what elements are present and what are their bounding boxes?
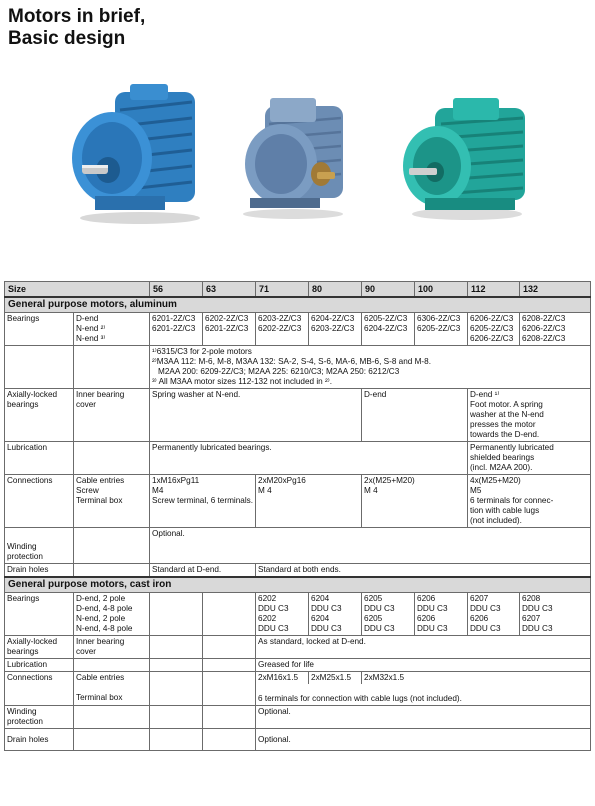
ci-bearings-ends: D-end, 2 pole D-end, 4-8 pole N-end, 2 pole N-end, 4-8 pole	[74, 593, 150, 636]
section-cast-iron-title: General purpose motors, cast iron	[5, 577, 591, 593]
al-bearing-112: 6206-2Z/C3 6205-2Z/C3 6206-2Z/C3	[468, 313, 520, 346]
size-56: 56	[150, 282, 203, 298]
al-bearing-100: 6306-2Z/C3 6205-2Z/C3	[415, 313, 468, 346]
ci-winding-label: Winding protection	[5, 706, 74, 729]
al-bearings-label: Bearings	[5, 313, 74, 346]
ci-bearing-80: 6204 DDU C3 6204 DDU C3	[309, 593, 362, 636]
ci-bearing-112: 6207 DDU C3 6206 DDU C3	[468, 593, 520, 636]
al-drain-label: Drain holes	[5, 564, 74, 578]
section-aluminum	[5, 297, 591, 313]
al-drain-row	[5, 564, 591, 578]
ci-bearing-100: 6206 DDU C3 6206 DDU C3	[415, 593, 468, 636]
al-bearing-80: 6204-2Z/C3 6203-2Z/C3	[309, 313, 362, 346]
al-connections-112-132: 4x(M25+M20) M5 6 terminals for connec- tion with cable lugs (not included).	[468, 475, 591, 528]
ci-drain-label: Drain holes	[5, 729, 74, 751]
al-connections-sub: Cable entries Screw Terminal box	[74, 475, 150, 528]
ci-bearing-132: 6208 DDU C3 6207 DDU C3	[520, 593, 591, 636]
size-header-label: Size	[5, 282, 150, 298]
title-line-1: Motors in brief,	[8, 6, 146, 27]
al-bearings-ends: D-end N-end ²⁾ N-end ³⁾	[74, 313, 150, 346]
al-lubrication-b: Permanently lubricated shielded bearings (incl. M2AA 200).	[468, 442, 591, 475]
al-axially-label: Axially-locked bearings	[5, 389, 74, 442]
al-axially-spring: Spring washer at N-end.	[150, 389, 362, 442]
ci-lubrication-row	[5, 659, 591, 672]
grey-blue-compact-motor-image	[225, 98, 355, 223]
al-connections-90-100: 2x(M25+M20) M 4	[362, 475, 468, 528]
title-line-2: Basic design	[8, 28, 126, 49]
al-bearing-56: 6201-2Z/C3 6201-2Z/C3	[150, 313, 203, 346]
motor-photos	[0, 80, 595, 240]
size-80: 80	[309, 282, 362, 298]
al-winding-row	[5, 528, 591, 564]
ci-connections-sub: Cable entries Terminal box	[74, 672, 150, 706]
ci-bearings-row	[5, 593, 591, 636]
al-drain-b: Standard at both ends.	[256, 564, 591, 578]
al-lubrication-a: Permanently lubricated bearings.	[150, 442, 468, 475]
size-100: 100	[415, 282, 468, 298]
ci-connections-values	[256, 672, 591, 706]
motors-spec-table	[4, 281, 591, 751]
teal-cast-iron-motor-image	[395, 94, 535, 224]
al-axially-row	[5, 389, 591, 442]
size-112: 112	[468, 282, 520, 298]
al-bearing-notes: ¹⁾6315/C3 for 2-pole motors ²⁾M3AA 112: M-6, M-8, M3AA 132: SA-2, S-4, S-6, MA-6, MB-6, S-8 and M-8. M2AA 200: 6209-2Z/C3; M2AA 225: 6210/C3; M2AA 250: 6212/C3 ³⁾ All M3AA motor sizes 112-132 not included in ²⁾.	[150, 346, 591, 389]
ci-bearing-71: 6202 DDU C3 6202 DDU C3	[256, 593, 309, 636]
size-63: 63	[203, 282, 256, 298]
al-winding-value: Optional.	[150, 528, 591, 564]
al-drain-a: Standard at D-end.	[150, 564, 256, 578]
size-132: 132	[520, 282, 591, 298]
ci-drain-value: Optional.	[256, 729, 591, 751]
al-axially-foot: D-end ¹⁾ Foot motor. A spring washer at the N-end presses the motor towards the D-end.	[468, 389, 591, 442]
blue-aluminum-motor-image	[60, 80, 210, 230]
al-connections-row	[5, 475, 591, 528]
al-connections-71-80: 2xM20xPg16 M 4	[256, 475, 362, 528]
al-winding-label: Winding protection	[5, 528, 74, 564]
al-axially-sub: Inner bearing cover	[74, 389, 150, 442]
al-connections-56-63: 1xM16xPg11 M4 Screw terminal, 6 terminals.	[150, 475, 256, 528]
section-aluminum-title: General purpose motors, aluminum	[5, 297, 591, 313]
ci-winding-row	[5, 706, 591, 729]
al-bearing-90: 6205-2Z/C3 6204-2Z/C3	[362, 313, 415, 346]
ci-axially-label: Axially-locked bearings	[5, 636, 74, 659]
al-bearing-notes-row	[5, 346, 591, 389]
ci-axially-value: As standard, locked at D-end.	[256, 636, 591, 659]
ci-axially-row	[5, 636, 591, 659]
ci-lubrication-label: Lubrication	[5, 659, 74, 672]
ci-bearings-label: Bearings	[5, 593, 74, 636]
size-71: 71	[256, 282, 309, 298]
size-header-row	[5, 282, 591, 298]
ci-entries-80: 2xM25x1.5	[309, 672, 362, 684]
ci-bearing-90: 6205 DDU C3 6205 DDU C3	[362, 593, 415, 636]
al-axially-dend: D-end	[362, 389, 468, 442]
ci-terminal-box: 6 terminals for connection with cable lugs (not included).	[258, 694, 462, 703]
ci-connections-label: Connections	[5, 672, 74, 706]
ci-lubrication-value: Greased for life	[256, 659, 591, 672]
al-bearing-63: 6202-2Z/C3 6201-2Z/C3	[203, 313, 256, 346]
al-connections-label: Connections	[5, 475, 74, 528]
ci-entries-90-132: 2xM32x1.5	[364, 673, 405, 682]
al-lubrication-label: Lubrication	[5, 442, 74, 475]
page-title	[8, 6, 145, 50]
al-bearing-132: 6208-2Z/C3 6206-2Z/C3 6208-2Z/C3	[520, 313, 591, 346]
ci-entries-71: 2xM16x1.5	[256, 672, 309, 684]
al-bearing-71: 6203-2Z/C3 6202-2Z/C3	[256, 313, 309, 346]
ci-winding-value: Optional.	[256, 706, 591, 729]
section-cast-iron	[5, 577, 591, 593]
size-90: 90	[362, 282, 415, 298]
ci-drain-row	[5, 729, 591, 751]
ci-connections-row	[5, 672, 591, 706]
al-lubrication-row	[5, 442, 591, 475]
ci-axially-sub: Inner bearing cover	[74, 636, 150, 659]
al-bearings-row	[5, 313, 591, 346]
